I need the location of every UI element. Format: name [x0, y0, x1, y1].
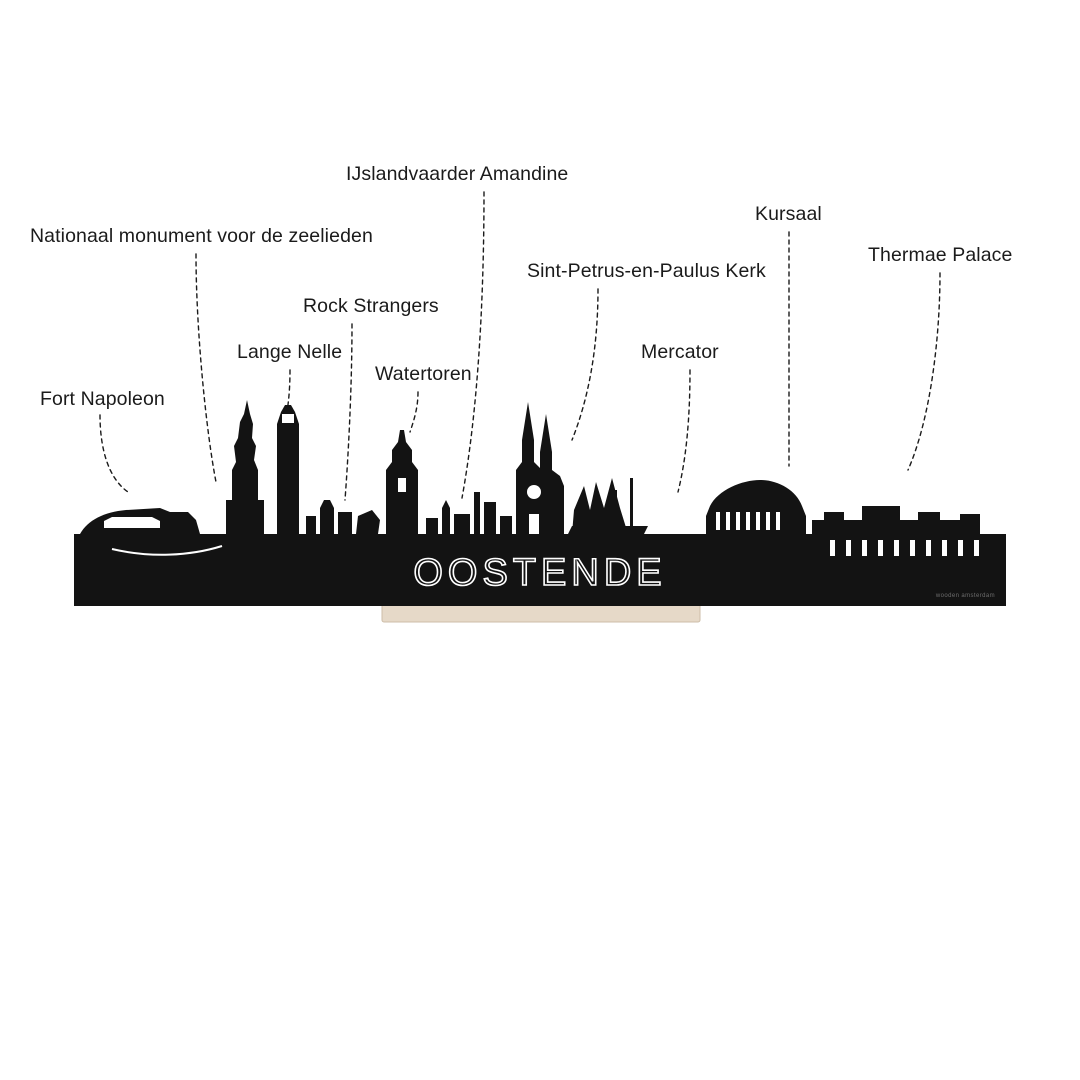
label-ijslandvaarder-amandine: IJslandvaarder Amandine	[346, 163, 569, 185]
mid-buildings	[426, 492, 512, 534]
church-rose-window	[527, 485, 541, 499]
mercator-hull	[568, 526, 648, 534]
leader-sint-petrus	[572, 289, 598, 440]
label-sint-petrus-en-paulus-kerk: Sint-Petrus-en-Paulus Kerk	[527, 260, 766, 282]
leader-nationaal-monument	[196, 254, 216, 482]
leader-fort-napoleon	[100, 415, 128, 492]
fort-napoleon-detail	[104, 517, 160, 528]
display-stand	[382, 604, 700, 622]
lange-nelle-lamp	[282, 414, 294, 423]
city-name: OOSTENDE	[413, 552, 667, 594]
maker-mark: wooden amsterdam	[935, 593, 995, 599]
label-mercator: Mercator	[641, 341, 719, 363]
landmark-thermae-palace	[812, 506, 980, 534]
label-nationaal-monument: Nationaal monument voor de zeelieden	[30, 225, 373, 247]
leader-mercator	[678, 370, 690, 492]
low-buildings-left	[306, 500, 352, 534]
watertoren-window	[398, 478, 406, 492]
landmark-sint-petrus-en-paulus-kerk	[516, 402, 564, 534]
leader-watertoren	[410, 392, 418, 432]
landmark-mercator	[572, 478, 628, 534]
landmark-lange-nelle	[277, 405, 299, 534]
leader-rock-strangers	[345, 324, 352, 500]
label-thermae-palace: Thermae Palace	[868, 244, 1013, 266]
label-watertoren: Watertoren	[375, 363, 472, 385]
label-lange-nelle: Lange Nelle	[237, 341, 343, 363]
leader-thermae-palace	[908, 273, 940, 470]
label-fort-napoleon: Fort Napoleon	[40, 388, 165, 410]
leader-ijslandvaarder	[462, 192, 484, 498]
kursaal-wing	[784, 512, 804, 534]
label-kursaal: Kursaal	[755, 203, 822, 225]
landmark-rock-strangers	[356, 510, 380, 534]
church-portal	[529, 514, 539, 534]
label-group	[30, 163, 1012, 410]
monument-base	[226, 500, 264, 534]
label-rock-strangers: Rock Strangers	[303, 295, 439, 317]
